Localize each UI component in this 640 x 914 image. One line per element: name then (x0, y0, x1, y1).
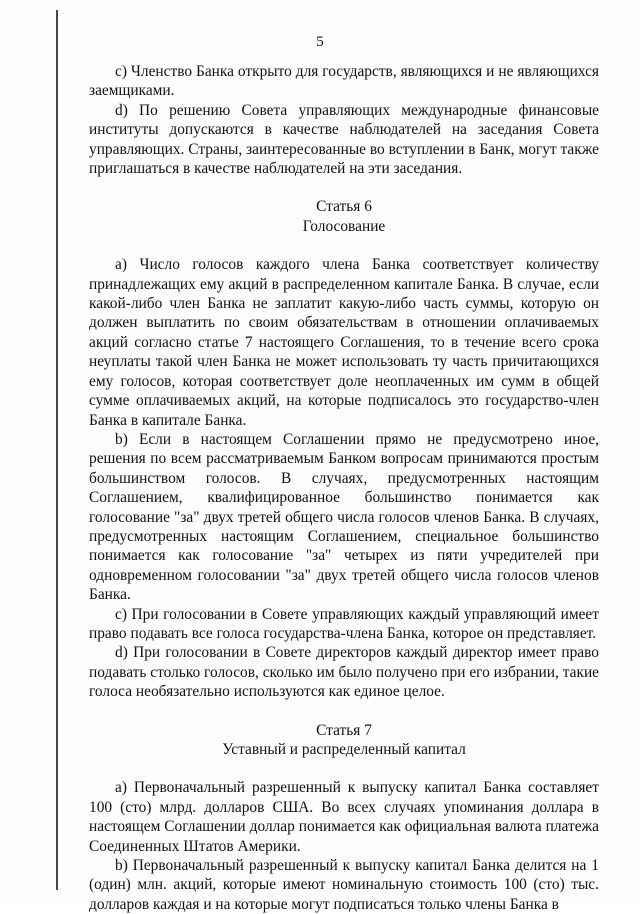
article-6-heading (89, 197, 599, 236)
paragraph-voting-d: d) При голосовании в Совете директоров каждый директор имеет право подавать столько голосов, сколько им было получено при его избрании, такие голоса необязательно используются как единое целое. (89, 644, 600, 701)
article-6-title: Голосование (302, 217, 386, 235)
article-7-title: Уставный и распределенный капитал (222, 741, 466, 758)
paragraph-membership-c: c) Членство Банка открыто для государств, являющихся и не являющихся заемщиками. (89, 63, 599, 100)
page-number: 5 (316, 34, 324, 50)
paragraph-voting-c: c) При голосовании в Совете управляющих каждый управляющий имеет право подавать все голоса государства-члена Банка, которое он представляет. (89, 605, 599, 642)
paragraph-capital-a: a) Первоначальный разрешенный к выпуску капитал Банка составляет 100 (сто) млрд. долларов США. Во всех случаях упоминания доллара в настоящем Соглашении доллар понимается как официальная валюта платежа Соединенных Штатов Америки. (89, 779, 599, 855)
paragraph-capital-b: b) Первоначальный разрешенный к выпуску капитал Банка делится на 1 (один) млн. акций, которые имеют номинальную стоимость 100 (сто) тыс. долларов каждая и на которые могут подписаться только члены Банка в (89, 857, 599, 913)
article-7-heading (89, 721, 599, 760)
document-body (89, 62, 599, 914)
scan-edge-line (56, 10, 58, 890)
paragraph-voting-a: a) Число голосов каждого члена Банка соответствует количеству принадлежащих ему акций в распределенном капитале Банка. В случае, если какой-либо член Банка не заплатит какую-либо часть суммы, которую он должен выплатить по своим обязательствам в отношении оплачиваемых акций согласно статье 7 настоящего Соглашения, то в течение всего срока неуплаты такой член Банка не может использовать ту часть причитающихся ему голосов, которая соответствует доле неоплаченных им сумм в общей сумме оплачиваемых акций, на которые подписалось это государство-член Банка в капитале Банка. (89, 256, 599, 429)
article-6-number: Статья 6 (316, 198, 372, 216)
article-7-number: Статья 7 (316, 721, 372, 739)
paragraph-observers-d: d) По решению Совета управляющих международные финансовые институты допускаются в качестве наблюдателей на заседания Совета управляющих. Страны, заинтересованные во вступлении в Банк, могут также приглашаться в качестве наблюдателей на эти заседания. (89, 101, 599, 178)
paragraph-voting-b: b) Если в настоящем Соглашении прямо не предусмотрено иное, решения по всем рассматриваемым Банком вопросам принимаются простым большинством голосов. В случаях, предусмотренных настоящим Соглашением, квалифицированное большинство понимается как голосование "за" двух третей общего числа голосов членов Банка. В случаях, предусмотренных настоящим Соглашением, специальное большинство понимается как голосование "за" четырех из пяти учредителей при одновременном голосовании "за" двух третей общего числа голосов членов Банка. (89, 430, 599, 604)
